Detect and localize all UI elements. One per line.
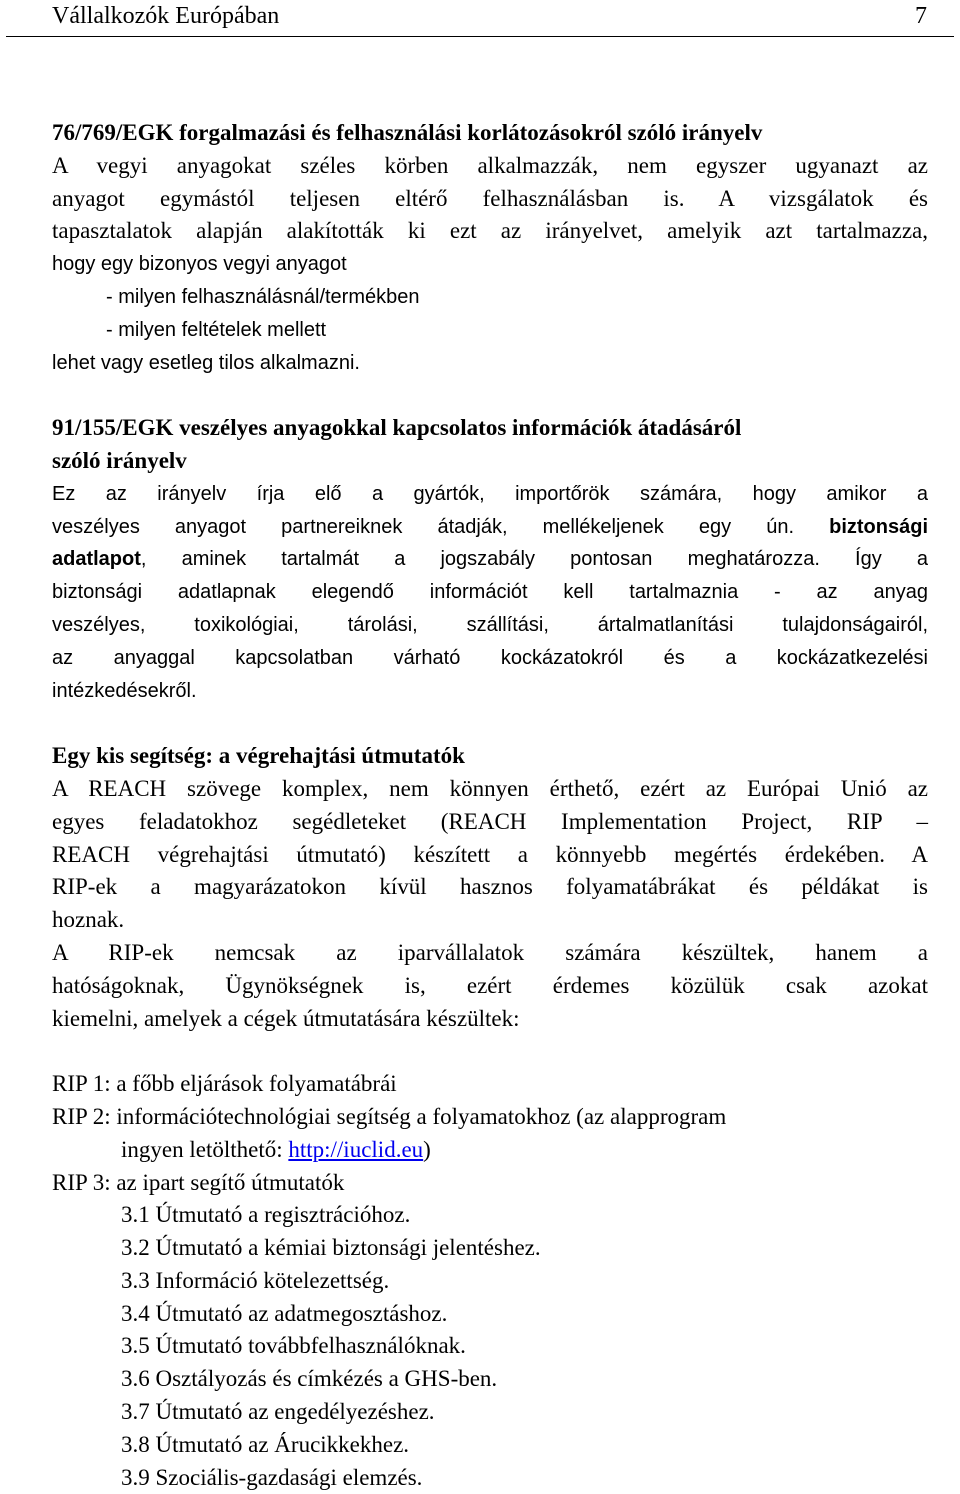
section-heading-91-155-cont: szóló irányelv [52, 447, 187, 473]
sub-list-item: 3.8 Útmutató az Árucikkekhez. [121, 1431, 410, 1457]
list-item: - milyen feltételek mellett [106, 318, 327, 341]
sub-list-item: 3.4 Útmutató az adatmegosztáshoz. [121, 1300, 448, 1326]
sub-list-item: 3.9 Szociális-gazdasági elemzés. [121, 1464, 423, 1490]
paragraph-line: veszélyes, toxikológiai, tárolási, szállítási, ártalmatlanítási tulajdonságairól, [52, 613, 928, 636]
sub-list-item: 3.1 Útmutató a regisztrációhoz. [121, 1202, 411, 1228]
paragraph-line: biztonsági adatlapnak elegendő információt kell tartalmaznia - az anyag [52, 581, 928, 604]
rip-item: RIP 2: információtechnológiai segítség a folyamatokhoz (az alapprogram [52, 1103, 727, 1129]
sub-list-item: 3.6 Osztályozás és címkézés a GHS-ben. [121, 1366, 498, 1392]
page-number: 7 [915, 3, 927, 29]
page-header [52, 0, 927, 36]
bold-term: adatlapot [52, 548, 141, 571]
rip-item: RIP 1: a főbb eljárások folyamatábrái [52, 1071, 397, 1097]
paragraph-line: hatóságoknak, Ügynökségnek is, ezért érdemes közülük csak azokat [52, 972, 928, 998]
text-run: ) [423, 1136, 431, 1162]
rip-item-continuation [52, 1134, 928, 1167]
paragraph-line: anyagot egymástól teljesen eltérő felhasználásban is. A vizsgálatok és [52, 185, 928, 211]
paragraph-line: lehet vagy esetleg tilos alkalmazni. [52, 351, 360, 374]
paragraph-line: egyes feladatokhoz segédleteket (REACH Implementation Project, RIP – [52, 808, 928, 834]
paragraph-line: hoznak. [52, 907, 125, 933]
text-run: ingyen letölthető: [121, 1136, 289, 1162]
paragraph-line: A vegyi anyagokat széles körben alkalmazzák, nem egyszer ugyanazt az [52, 152, 928, 178]
paragraph-line: az anyaggal kapcsolatban várható kockázatokról és a kockázatkezelési [52, 646, 928, 669]
iuclid-link[interactable]: http://iuclid.eu [288, 1136, 424, 1162]
document-body [52, 117, 928, 1494]
paragraph-line: A REACH szövege komplex, nem könnyen érthető, ezért az Európai Unió az [52, 775, 928, 801]
section-heading-guides: Egy kis segítség: a végrehajtási útmutatók [52, 743, 465, 769]
paragraph-line: RIP-ek a magyarázatokon kívül hasznos folyamatábrákat és példákat is [52, 874, 928, 900]
spacer [52, 1035, 928, 1068]
sub-list-item: 3.7 Útmutató az engedélyezéshez. [121, 1399, 435, 1425]
bold-term: biztonsági [829, 515, 929, 538]
paragraph-line: tapasztalatok alapján alakították ki ezt az irányelvet, amelyik azt tartalmazza, [52, 218, 928, 244]
paragraph-line: REACH végrehajtási útmutató) készített a könnyebb megértés érdekében. A [52, 841, 928, 867]
paragraph-line: kiemelni, amelyek a cégek útmutatására készültek: [52, 1005, 520, 1031]
text-run: veszélyes anyagot partnereiknek átadják, mellékeljenek egy ún. [52, 515, 795, 538]
header-divider [6, 36, 954, 37]
paragraph-line [52, 511, 928, 544]
spacer [52, 379, 928, 412]
list-item: - milyen felhasználásnál/termékben [106, 285, 420, 308]
running-title: Vállalkozók Európában [52, 3, 280, 29]
paragraph-line: A RIP-ek nemcsak az iparvállalatok számára készültek, hanem a [52, 939, 928, 965]
spacer [52, 707, 928, 740]
paragraph-line [52, 543, 928, 576]
sub-list-item: 3.3 Információ kötelezettség. [121, 1267, 390, 1293]
sub-list-item: 3.2 Útmutató a kémiai biztonsági jelentéshez. [121, 1235, 541, 1261]
rip-item: RIP 3: az ipart segítő útmutatók [52, 1169, 345, 1195]
paragraph-line: hogy egy bizonyos vegyi anyagot [52, 253, 347, 276]
section-heading-91-155: 91/155/EGK veszélyes anyagokkal kapcsolatos információk átadásáról [52, 415, 742, 441]
sub-list-item: 3.5 Útmutató továbbfelhasználóknak. [121, 1333, 466, 1359]
text-run: , aminek tartalmát a jogszabály pontosan meghatározza. Így a [140, 548, 928, 571]
paragraph-line: Ez az irányelv írja elő a gyártók, importőrök számára, hogy amikor a [52, 482, 928, 505]
section-heading-76-769: 76/769/EGK forgalmazási és felhasználási korlátozásokról szóló irányelv [52, 120, 763, 145]
paragraph-line: intézkedésekről. [52, 679, 197, 702]
